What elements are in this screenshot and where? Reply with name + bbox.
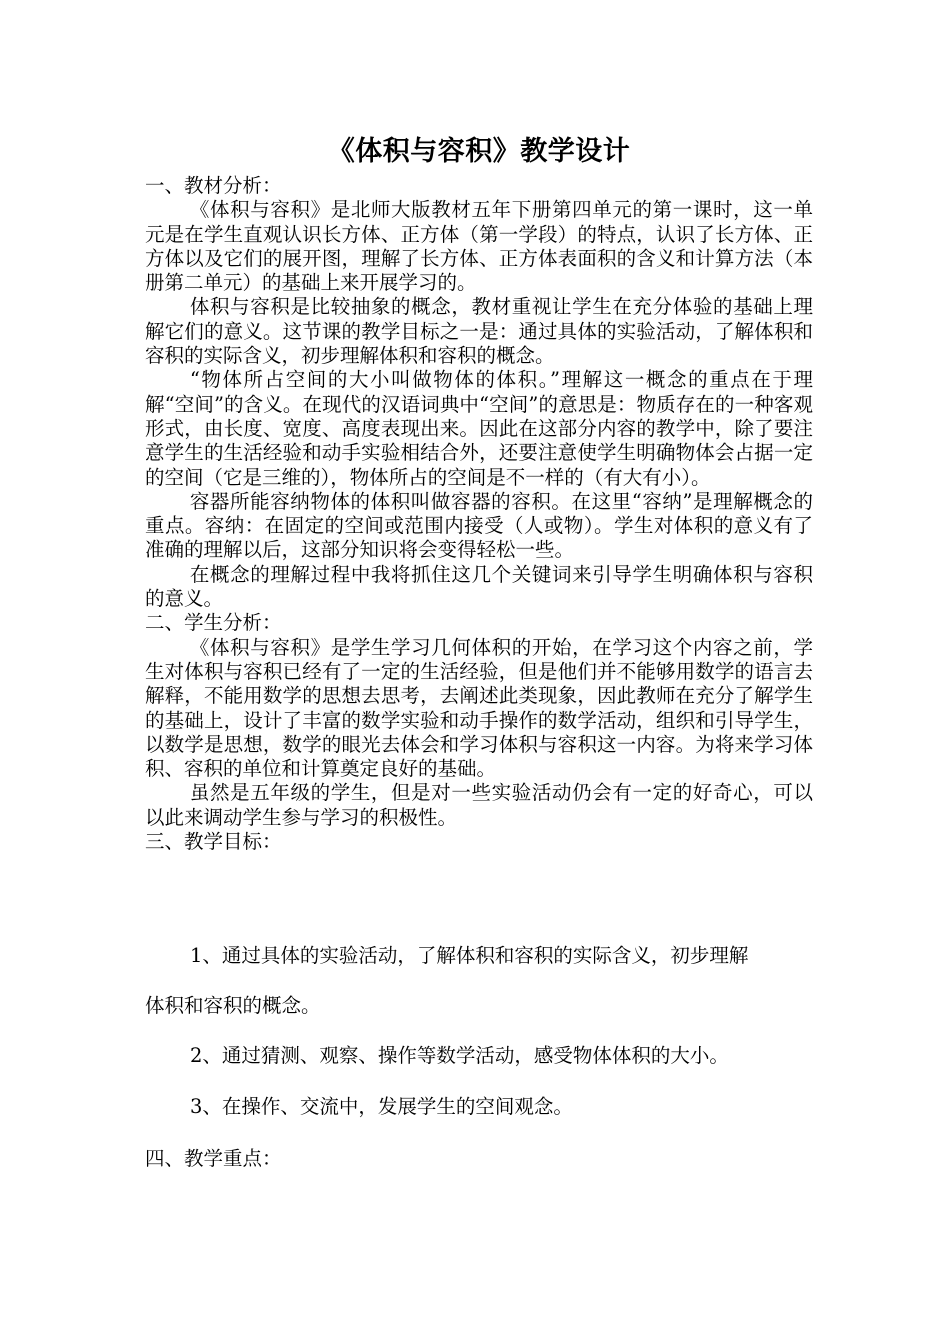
goal-item-2: 2、通过猜测、观察、操作等数学活动，感受物体体积的大小。: [190, 1044, 729, 1067]
section-heading-goals: 三、教学目标：: [145, 830, 282, 854]
section-heading-students: 二、学生分析：: [145, 611, 282, 635]
material-paragraph-3: “物体所占空间的大小叫做物体的体积。”理解这一概念的重点在于理解“空间”的含义。在现代的汉语词典中“空间”的意思是：物质存在的一种客观形式，由长度、宽度、高度表现出来。因此在这部分内容的教学中，除了要注意学生的生活经验和动手实验相结合外，还要注意使学生明确物体会占据一定的空间（它是三维的），物体所占的空间是不一样的（有大有小）。: [145, 368, 813, 489]
students-paragraph-1: 《体积与容积》是学生学习几何体积的开始，在学习这个内容之前，学生对体积与容积已经有了一定的生活经验，但是他们并不能够用数学的语言去解释，不能用数学的思想去思考，去阐述此类现象，因此教师在充分了解学生的基础上，设计了丰富的数学实验和动手操作的数学活动，组织和引导学生，以数学是思想，数学的眼光去体会和学习体积与容积这一内容。为将来学习体积、容积的单位和计算奠定良好的基础。: [145, 635, 813, 781]
goal-item-1-line-2: 体积和容积的概念。: [145, 994, 321, 1017]
document-title: 《体积与容积》教学设计: [327, 136, 631, 167]
students-paragraph-2: 虽然是五年级的学生，但是对一些实验活动仍会有一定的好奇心，可以以此来调动学生参与学习的积极性。: [145, 781, 813, 829]
goal-item-1-line-1: 1、通过具体的实验活动，了解体积和容积的实际含义，初步理解: [190, 944, 749, 967]
section-heading-material: 一、教材分析：: [145, 174, 282, 197]
material-paragraph-1: 《体积与容积》是北师大版教材五年下册第四单元的第一课时，这一单元是在学生直观认识长方体、正方体（第一学段）的特点，认识了长方体、正方体以及它们的展开图，理解了长方体、正方体表面积的含义和计算方法（本册第二单元）的基础上来开展学习的。: [145, 198, 813, 295]
material-paragraph-4: 容器所能容纳物体的体积叫做容器的容积。在这里“容纳”是理解概念的重点。容纳：在固定的空间或范围内接受（人或物）。学生对体积的意义有了准确的理解以后，这部分知识将会变得轻松一些。: [145, 489, 813, 562]
material-paragraph-5: 在概念的理解过程中我将抓住这几个关键词来引导学生明确体积与容积的意义。: [145, 562, 813, 611]
document-page: [145, 130, 813, 854]
goal-item-3: 3、在操作、交流中，发展学生的空间观念。: [190, 1095, 573, 1118]
section-heading-key-points: 四、教学重点：: [145, 1147, 282, 1170]
material-paragraph-2: 体积与容积是比较抽象的概念，教材重视让学生在充分体验的基础上理解它们的意义。这节课的教学目标之一是：通过具体的实验活动，了解体积和容积的实际含义，初步理解体积和容积的概念。: [145, 295, 813, 368]
